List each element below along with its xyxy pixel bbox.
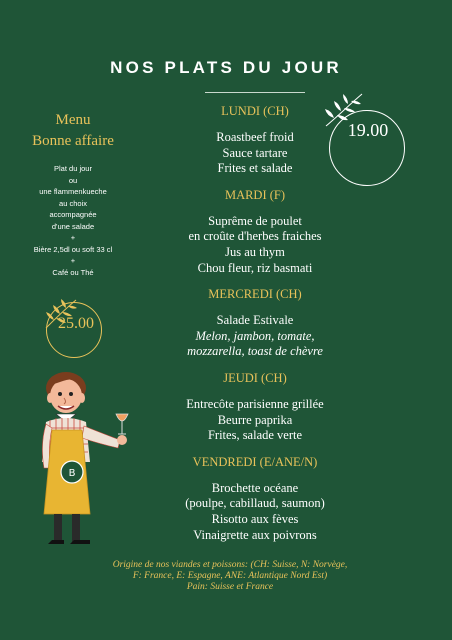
menu-description-line: ou: [68, 175, 78, 185]
origin-note: [80, 560, 380, 593]
dish-list: [150, 481, 360, 543]
dish-list: [150, 313, 360, 360]
menu-description-line: accompagnée: [49, 210, 97, 219]
menu-description-line: Plat du jour: [54, 164, 92, 173]
page-title: NOS PLATS DU JOUR: [110, 58, 342, 77]
dish-list: [150, 214, 360, 276]
dish-line: (poulpe, cabillaud, saumon): [185, 496, 325, 511]
dish-line: Frites et salade: [217, 161, 293, 176]
dish-line: Chou fleur, riz basmati: [197, 260, 313, 275]
day-title: JEUDI (CH): [223, 370, 287, 385]
dish-line: Entrecôte parisienne grillée: [186, 396, 324, 411]
day-section: [150, 454, 360, 543]
svg-text:B: B: [68, 468, 76, 479]
day-section: [150, 370, 360, 444]
menu-price-badge: [40, 300, 106, 358]
day-section: [150, 103, 360, 177]
origin-note-line: Origine de nos viandes et poissons: (CH: Suisse, N: Norvège,: [112, 560, 348, 570]
daily-price: 19.00: [347, 120, 389, 140]
dish-line: Salade Estivale: [216, 313, 294, 328]
day-title: MARDI (F): [224, 187, 286, 202]
menu-description-line: une flammenkueche: [39, 187, 107, 196]
day-title: MERCREDI (CH): [208, 287, 302, 302]
day-title: VENDREDI (E/ANE/N): [192, 454, 318, 469]
dish-line: en croûte d'herbes fraiches: [188, 229, 322, 244]
menu-description-line: Café ou Thé: [52, 267, 94, 277]
dish-line: Roastbeef froid: [216, 130, 294, 144]
menu-description-line: +: [70, 233, 76, 242]
origin-note-line: Pain: Suisse et France: [186, 582, 274, 592]
dish-line: Vinaigrette aux poivrons: [193, 527, 317, 542]
dish-line: Risotto aux fèves: [211, 511, 299, 526]
dish-line: Sauce tartare: [222, 145, 288, 160]
menu-heading-line2: Bonne affaire: [32, 133, 114, 149]
dish-line: Suprême de poulet: [208, 213, 302, 228]
menu-heading-line1: Menu: [55, 112, 91, 128]
dish-line: Brochette océane: [211, 480, 299, 495]
dish-line: Beurre paprika: [217, 412, 293, 427]
dish-line: Melon, jambon, tomate,: [195, 328, 315, 343]
dish-line: Frites, salade verte: [207, 428, 303, 443]
menu-description-line: +: [70, 256, 76, 265]
waiter-illustration: [40, 368, 140, 550]
menu-description: [18, 163, 128, 278]
dish-line: Jus au thym: [225, 244, 285, 259]
title-divider: [205, 92, 305, 93]
dish-list: [150, 130, 360, 177]
day-title: LUNDI (CH): [221, 104, 289, 118]
dish-line: mozzarella, toast de chèvre: [187, 344, 323, 359]
daily-dishes: [150, 103, 360, 553]
dish-list: [150, 397, 360, 444]
menu-price: 25.00: [58, 315, 94, 332]
origin-note-line: F: France, E: Espagne, ANE: Atlantique Nord Est): [132, 571, 328, 581]
day-section: [150, 286, 360, 360]
menu-heading: [18, 110, 128, 152]
menu-description-line: au choix: [59, 198, 87, 208]
menu-description-line: d'une salade: [51, 221, 95, 231]
menu-description-line: Bière 2,5dl ou soft 33 cl: [33, 244, 113, 254]
day-section: [150, 187, 360, 276]
